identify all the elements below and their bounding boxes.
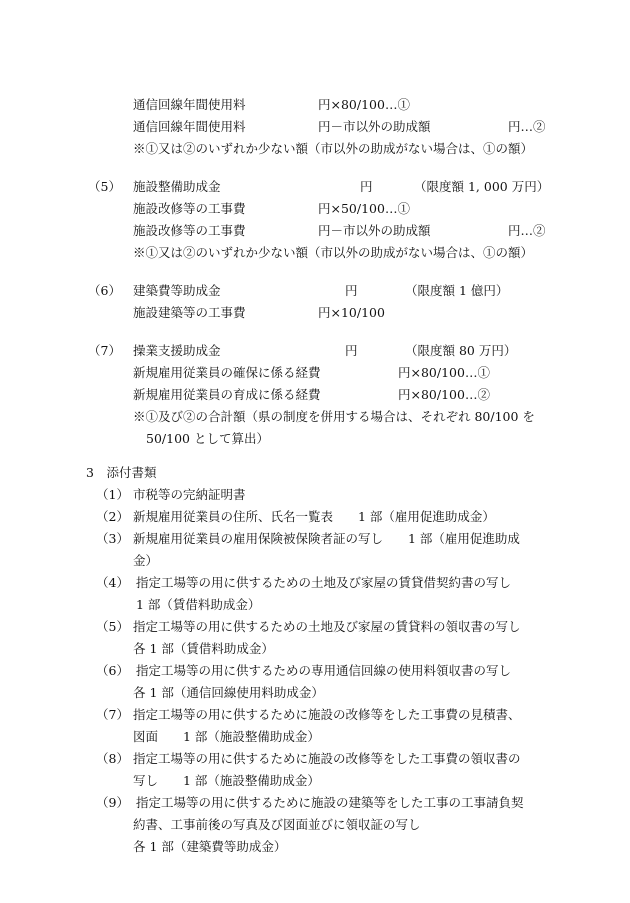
attach-6-line1: 指定工場等の用に供するための専用通信回線の使用料領収書の写し [136, 663, 512, 678]
attach-4-line1: 指定工場等の用に供するための土地及び家屋の賃貸借契約書の写し [136, 575, 512, 590]
item7-number: （7） [88, 343, 121, 358]
attach-9-line2: 約書、工事前後の写真及び図面並びに領収証の写し [133, 817, 421, 832]
attach-3-number: （3） [96, 531, 129, 546]
item6-r1-formula: 円×10/100 [318, 305, 385, 320]
item7-limit: （限度額 80 万円） [405, 343, 517, 358]
attach-1-number: （1） [96, 487, 129, 502]
attach-9-line3: 各 1 部（建築費等助成金） [133, 839, 287, 854]
attach-3-line2: 金） [133, 553, 159, 568]
attach-2-line1: 新規雇用従業員の住所、氏名一覧表 1 部（雇用促進助成金） [133, 509, 495, 524]
item5-number: （5） [88, 179, 121, 194]
attach-5-line2: 各 1 部（賃借料助成金） [133, 641, 274, 656]
attach-5-number: （5） [96, 619, 129, 634]
top-r1-formula: 円×80/100…① [318, 97, 410, 112]
item5-unit: 円 [360, 179, 373, 194]
attach-2-number: （2） [96, 509, 129, 524]
attach-1-line1: 市税等の完納証明書 [133, 487, 246, 502]
item6-unit: 円 [345, 283, 358, 298]
attach-7-line1: 指定工場等の用に供するために施設の改修等をした工事費の見積書、 [133, 707, 521, 722]
item6-r1-label: 施設建築等の工事費 [133, 305, 246, 320]
item7-note-line2: 50/100 として算出） [146, 431, 269, 446]
item6-limit: （限度額 1 億円） [405, 283, 509, 298]
item7-r1-label: 新規雇用従業員の確保に係る経費 [133, 365, 321, 380]
top-r1-label: 通信回線年間使用料 [133, 97, 246, 112]
attach-6-line2: 各 1 部（通信回線使用料助成金） [133, 685, 324, 700]
item7-title: 操業支援助成金 [133, 343, 221, 358]
item7-r2-formula: 円×80/100…② [398, 387, 490, 402]
attach-4-line2: 1 部（賃借料助成金） [136, 597, 261, 612]
attach-8-line1: 指定工場等の用に供するために施設の改修等をした工事費の領収書の [133, 751, 521, 766]
section3-heading: 3 添付書類 [86, 465, 157, 480]
attach-7-number: （7） [96, 707, 129, 722]
item6-number: （6） [88, 283, 121, 298]
item5-limit: （限度額 1, 000 万円） [414, 179, 550, 194]
item7-note-line1: ※①及び②の合計額（県の制度を併用する場合は、それぞれ 80/100 を [133, 409, 535, 424]
top-note: ※①又は②のいずれか少ない額（市以外の助成がない場合は、①の額） [133, 141, 534, 156]
attach-9-number: （9） [96, 795, 129, 810]
attach-3-line1: 新規雇用従業員の雇用保険被保険者証の写し 1 部（雇用促進助成 [133, 531, 520, 546]
attach-8-number: （8） [96, 751, 129, 766]
item7-r1-formula: 円×80/100…① [398, 365, 490, 380]
top-r2-label: 通信回線年間使用料 [133, 119, 246, 134]
attach-6-number: （6） [96, 663, 129, 678]
attach-4-number: （4） [96, 575, 129, 590]
top-r2-result: 円…② [508, 119, 546, 134]
item7-r2-label: 新規雇用従業員の育成に係る経費 [133, 387, 321, 402]
item5-r2-label: 施設改修等の工事費 [133, 223, 246, 238]
attach-9-line1: 指定工場等の用に供するために施設の建築等をした工事の工事請負契 [136, 795, 524, 810]
item7-unit: 円 [345, 343, 358, 358]
item5-note: ※①又は②のいずれか少ない額（市以外の助成がない場合は、①の額） [133, 245, 534, 260]
item6-title: 建築費等助成金 [133, 283, 221, 298]
item5-r2-formula: 円－市以外の助成額 [318, 223, 431, 238]
attach-7-line2: 図面 1 部（施設整備助成金） [133, 729, 320, 744]
item5-r1-label: 施設改修等の工事費 [133, 201, 246, 216]
item5-r1-formula: 円×50/100…① [318, 201, 410, 216]
attach-5-line1: 指定工場等の用に供するための土地及び家屋の賃貸料の領収書の写し [133, 619, 521, 634]
item5-title: 施設整備助成金 [133, 179, 221, 194]
item5-r2-result: 円…② [508, 223, 546, 238]
top-r2-formula: 円－市以外の助成額 [318, 119, 431, 134]
attach-8-line2: 写し 1 部（施設整備助成金） [133, 773, 320, 788]
